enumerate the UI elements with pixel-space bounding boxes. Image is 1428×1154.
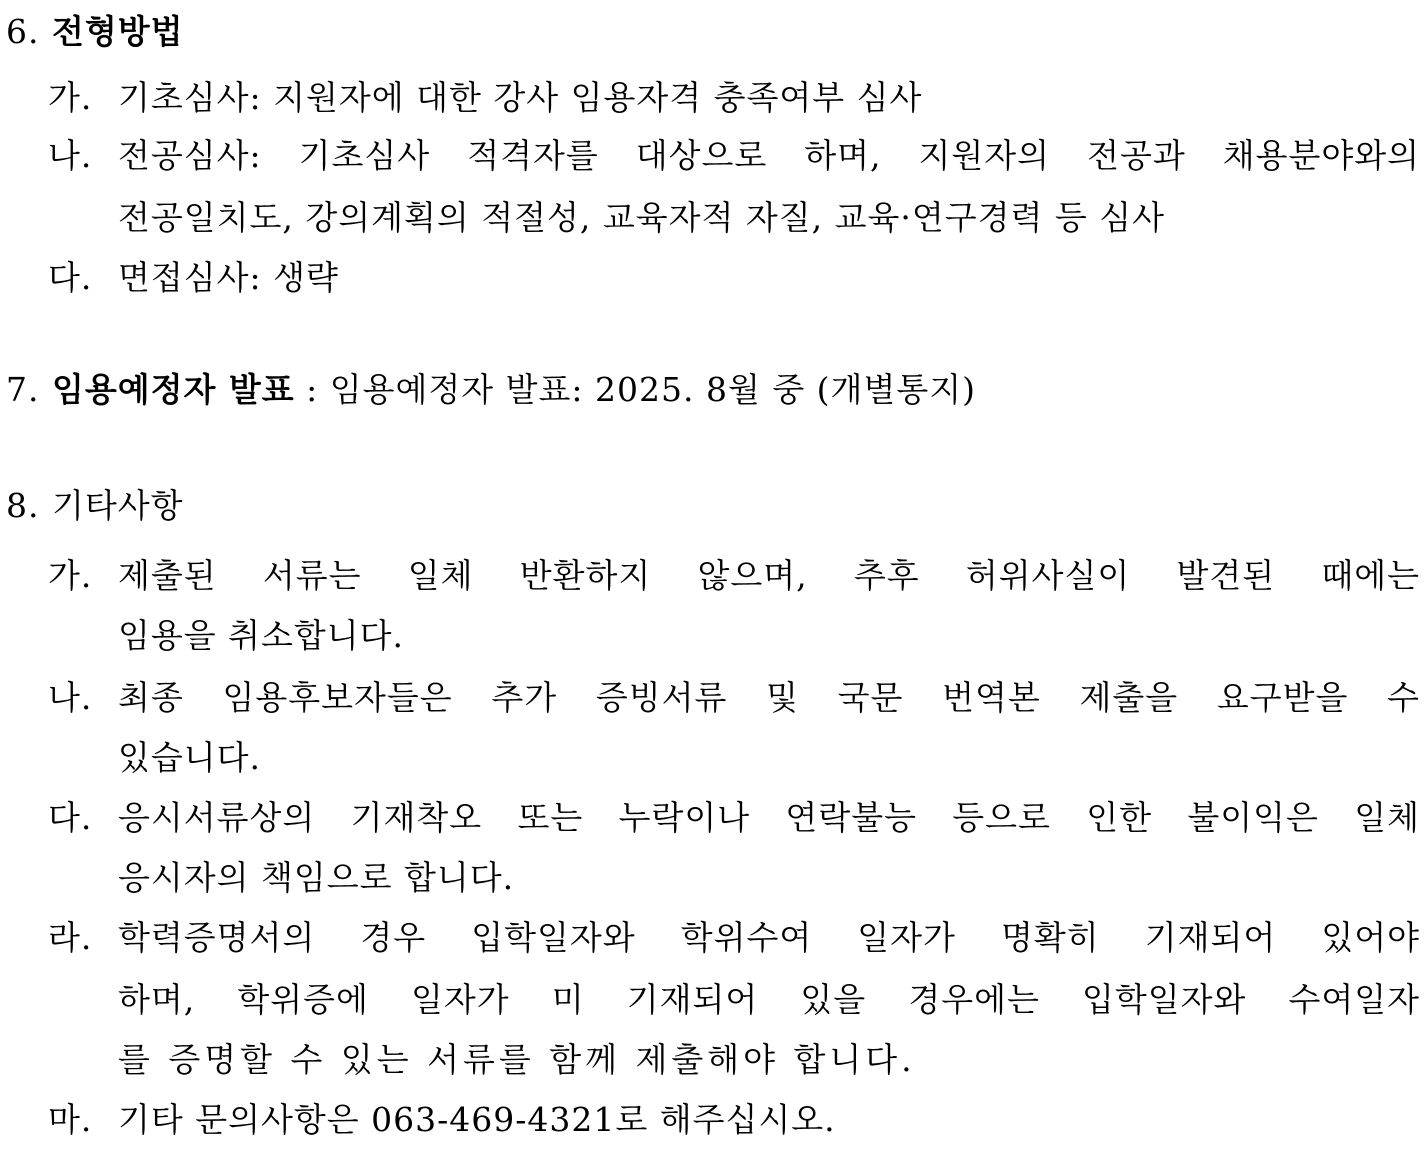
section-7-heading bbox=[6, 370, 976, 410]
item-text: 전공일치도, 강의계획의 적절성, 교육자적 자질, 교육·연구경력 등 심사 bbox=[118, 198, 1165, 237]
section-8-heading bbox=[6, 486, 184, 526]
section-8-item-ga-continuation bbox=[118, 616, 1420, 656]
item-text: 기타 문의사항은 063-469-4321로 해주십시오. bbox=[118, 1100, 836, 1139]
item-text: 응시자의 책임으로 합니다. bbox=[118, 858, 515, 897]
item-text: 를 증명할 수 있는 서류를 함께 제출해야 합니다. bbox=[118, 1040, 916, 1079]
section-8-item-da-continuation bbox=[118, 858, 1420, 898]
item-marker: 나. bbox=[48, 136, 93, 175]
section-8-item-ra-continuation-1 bbox=[118, 980, 1420, 1020]
section-6-item-na-continuation bbox=[118, 198, 1420, 238]
item-text: 임용을 취소합니다. bbox=[118, 616, 405, 655]
section-6-item-da bbox=[48, 258, 1420, 298]
section-8-item-ma bbox=[48, 1100, 1420, 1140]
section-8-item-na-continuation bbox=[118, 738, 1420, 778]
item-marker: 가. bbox=[48, 78, 93, 117]
item-text: 있습니다. bbox=[118, 738, 262, 777]
section-6-item-na bbox=[48, 136, 1420, 176]
section-6-number: 6. bbox=[6, 12, 40, 51]
section-7-number: 7. bbox=[6, 370, 40, 409]
section-8-number: 8. bbox=[6, 486, 40, 525]
section-8-item-da bbox=[48, 798, 1420, 838]
section-7-title: 임용예정자 발표 bbox=[52, 370, 295, 409]
section-8-title: 기타사항 bbox=[52, 486, 184, 525]
item-marker: 다. bbox=[48, 798, 93, 837]
section-6-item-ga bbox=[48, 78, 1420, 118]
section-8-item-ra-continuation-2 bbox=[118, 1040, 1420, 1080]
section-8-item-na bbox=[48, 678, 1420, 718]
item-text: 최종 임용후보자들은 추가 증빙서류 및 국문 번역본 제출을 요구받을 수 bbox=[118, 678, 1420, 717]
section-7-separator: : bbox=[294, 370, 330, 409]
item-text: 면접심사: 생략 bbox=[118, 258, 339, 297]
section-8-item-ga bbox=[48, 556, 1420, 596]
item-text: 전공심사: 기초심사 적격자를 대상으로 하며, 지원자의 전공과 채용분야와의 bbox=[118, 136, 1420, 175]
section-6-title: 전형방법 bbox=[52, 12, 184, 51]
item-text: 응시서류상의 기재착오 또는 누락이나 연락불능 등으로 인한 불이익은 일체 bbox=[118, 798, 1420, 837]
item-marker: 마. bbox=[48, 1100, 93, 1139]
item-marker: 다. bbox=[48, 258, 93, 297]
item-marker: 라. bbox=[48, 918, 93, 957]
item-text: 학력증명서의 경우 입학일자와 학위수여 일자가 명확히 기재되어 있어야 bbox=[118, 918, 1420, 957]
section-6-heading bbox=[6, 12, 184, 52]
item-marker: 나. bbox=[48, 678, 93, 717]
item-text: 제출된 서류는 일체 반환하지 않으며, 추후 허위사실이 발견된 때에는 bbox=[118, 556, 1420, 595]
item-text: 하며, 학위증에 일자가 미 기재되어 있을 경우에는 입학일자와 수여일자 bbox=[118, 980, 1420, 1019]
item-marker: 가. bbox=[48, 556, 93, 595]
item-text: 기초심사: 지원자에 대한 강사 임용자격 충족여부 심사 bbox=[118, 78, 923, 117]
section-7-content: 임용예정자 발표: 2025. 8월 중 (개별통지) bbox=[329, 370, 976, 409]
section-8-item-ra bbox=[48, 918, 1420, 958]
